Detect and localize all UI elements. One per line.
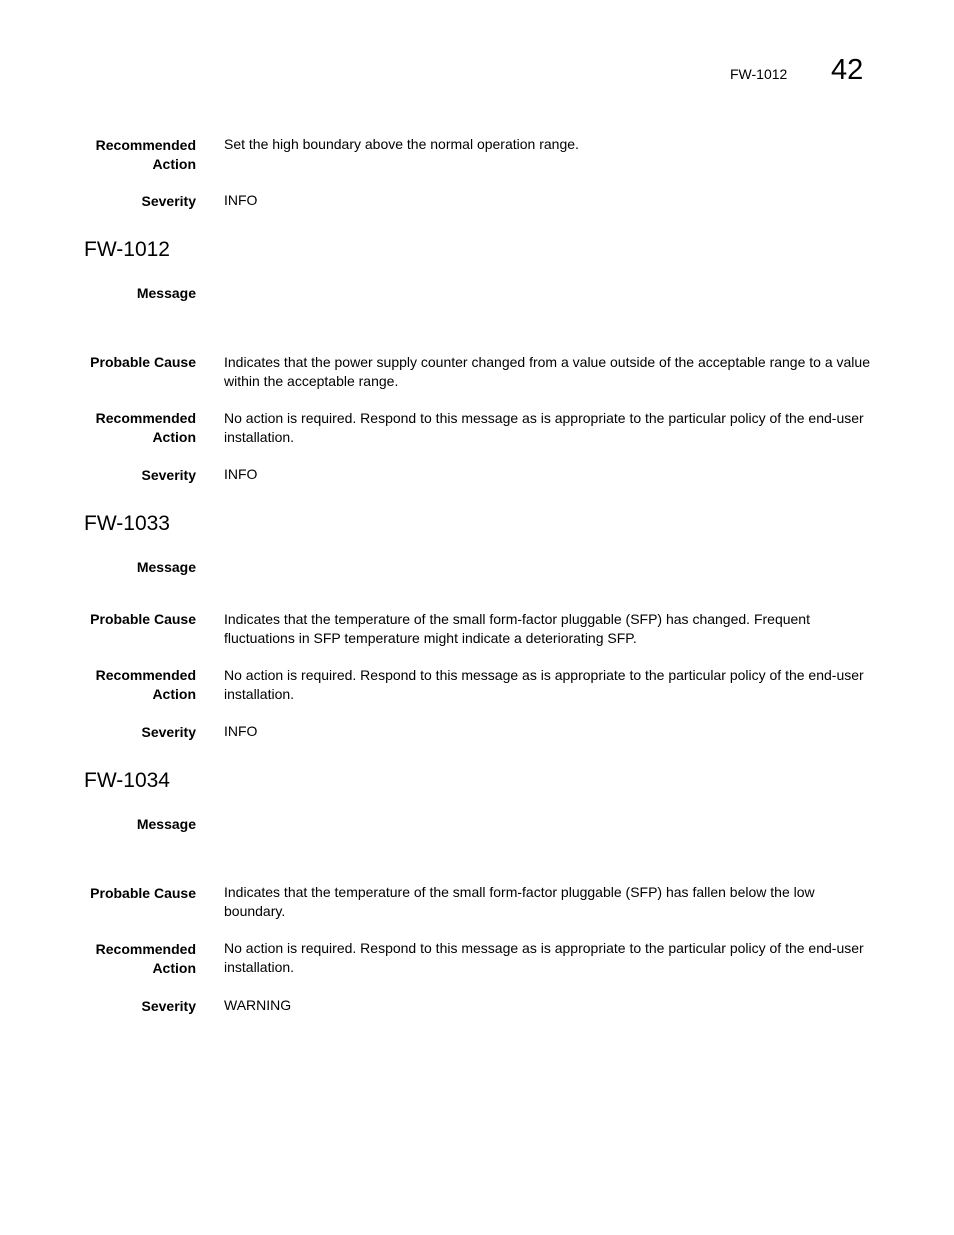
fw-1034-recommended-action-value: No action is required. Respond to this message as is appropriate to the particular policy of the end-user installation. [224,940,864,975]
prev-severity-value: INFO [224,192,258,208]
fw-1012-probable-cause-label: Probable Cause [90,354,196,370]
section-title-fw-1012: FW-1012 [84,238,170,261]
fw-1033-severity-value: INFO [224,723,258,739]
fw-1034-severity-value: WARNING [224,997,292,1013]
page-number: 42 [831,54,864,86]
fw-1012-probable-cause-value: Indicates that the power supply counter changed from a value outside of the acceptable range to a value within the acceptable range. [224,354,870,389]
fw-1034-recommended-action-label: Recommended Action [95,941,196,976]
section-title-fw-1033: FW-1033 [84,512,170,535]
running-header-code: FW-1012 [730,66,788,82]
fw-1033-probable-cause-value: Indicates that the temperature of the small form-factor pluggable (SFP) has changed. Frequent fluctuations in SFP temperature might indicate a deteriorating SFP. [224,611,810,646]
fw-1034-probable-cause-label: Probable Cause [90,885,196,901]
fw-1012-severity-value: INFO [224,466,258,482]
fw-1033-probable-cause-label: Probable Cause [90,611,196,627]
fw-1012-recommended-action-label: Recommended Action [95,410,196,445]
fw-1033-severity-label: Severity [141,724,196,740]
fw-1012-severity-label: Severity [141,467,196,483]
fw-1033-message-label: Message [136,559,196,575]
prev-severity-label: Severity [141,193,196,209]
prev-recommended-action-value: Set the high boundary above the normal operation range. [224,136,579,152]
prev-recommended-action-label: Recommended Action [95,137,196,172]
fw-1034-severity-label: Severity [141,998,196,1014]
fw-1012-recommended-action-value: No action is required. Respond to this message as is appropriate to the particular policy of the end-user installation. [224,410,864,445]
fw-1034-message-label: Message [136,816,196,832]
section-title-fw-1034: FW-1034 [84,769,170,792]
fw-1012-message-label: Message [136,285,196,301]
fw-1033-recommended-action-label: Recommended Action [95,667,196,702]
fw-1034-probable-cause-value: Indicates that the temperature of the small form-factor pluggable (SFP) has fallen below the low boundary. [224,884,815,919]
fw-1033-recommended-action-value: No action is required. Respond to this message as is appropriate to the particular policy of the end-user installation. [224,667,864,702]
